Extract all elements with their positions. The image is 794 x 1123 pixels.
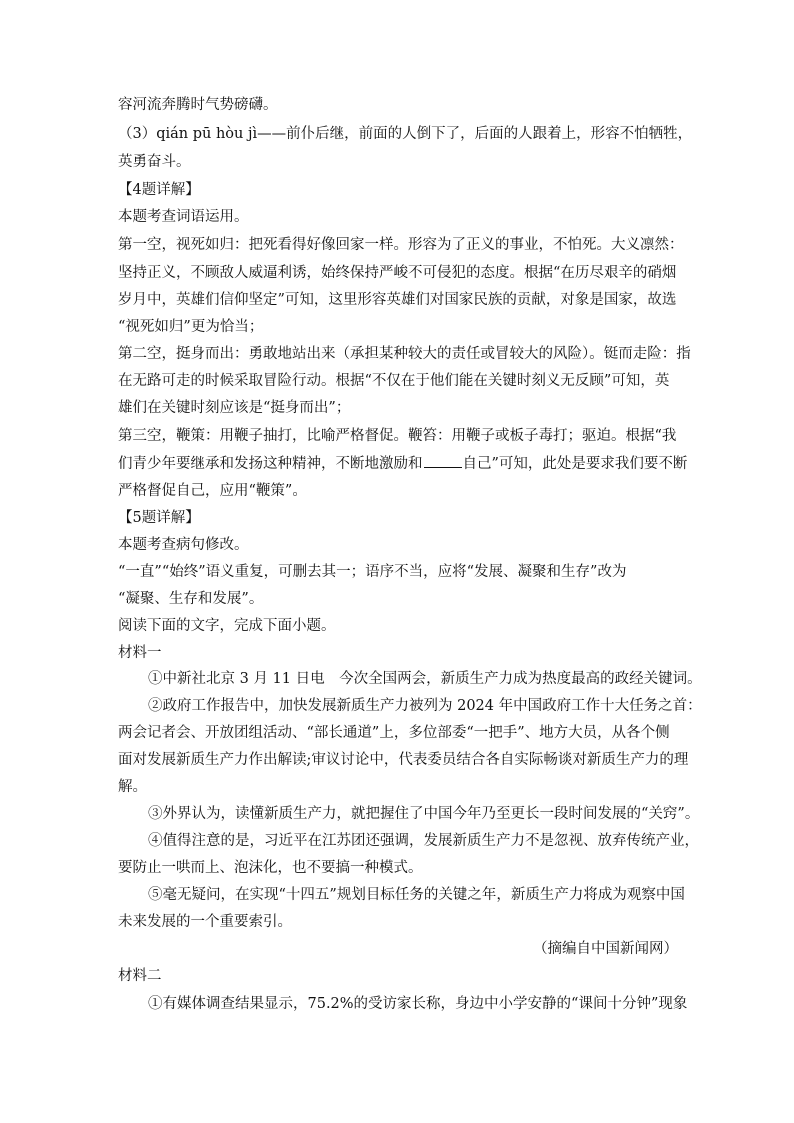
q4-blank-prefix: 们青少年要继承和发扬这种精神，不断地激励和: [118, 456, 423, 472]
q4-line: 第二空，挺身而出：勇敢地站出来（承担某种较大的责任或冒较大的风险）。铤而走险：指: [118, 346, 691, 362]
q5-line: “一直”“始终”语义重复，可删去其一；语序不当，应将“发展、凝聚和生存”改为: [118, 564, 627, 580]
material-1-source: （摘编自中国新闻网）: [533, 941, 678, 957]
answer-3-line-1: （3）qián pū hòu jì——前仆后继，前面的人倒下了，后面的人跟着上，形容不怕牺牲，: [118, 126, 693, 142]
q4-line: 坚持正义，不顾敌人威逼利诱，始终保持严峻不可侵犯的态度。根据“在历尽艰辛的硝烟: [118, 265, 677, 281]
material-1-paragraph: ④值得注意的是，习近平在江苏团还强调，发展新质生产力不是忽视、放弃传统产业，: [148, 833, 699, 849]
q4-line: 第一空，视死如归：把死看得好像回家一样。形容为了正义的事业，不怕死。大义凛然：: [118, 237, 684, 253]
material-1-line: 面对发展新质生产力作出解读;审议讨论中，代表委员结合各自实际畅谈对新质生产力的理: [118, 752, 689, 768]
q4-line: 岁月中，英雄们信仰坚定”可知，这里形容英雄们对国家民族的贡献，对象是国家，故选: [118, 292, 677, 308]
q5-line: “凝聚、生存和发展”。: [118, 591, 264, 607]
fill-blank: [424, 453, 462, 468]
material-1-line: 未来发展的一个重要索引。: [118, 914, 292, 930]
q4-line: “视死如归”更为恰当；: [118, 319, 264, 335]
material-2-paragraph: ①有媒体调查结果显示，75.2%的受访家长称，身边中小学安静的“课间十分钟”现象: [148, 996, 688, 1012]
material-1-line: 解。: [118, 779, 147, 795]
material-1-line: 要防止一哄而上、泡沫化，也不要搞一种模式。: [118, 860, 423, 876]
q4-line: 在无路可走的时候采取冒险行动。根据“不仅在于他们能在关键时刻义无反顾”可知，英: [118, 373, 670, 389]
q4-heading: 【4题详解】: [118, 182, 200, 198]
q5-intro: 本题考查病句修改。: [118, 537, 249, 553]
q4-line-with-blank: [118, 453, 687, 474]
material-1-title: 材料一: [118, 645, 162, 661]
reading-instruction: 阅读下面的文字，完成下面小题。: [118, 618, 336, 634]
q5-heading: 【5题详解】: [118, 510, 200, 526]
material-1-line: 两会记者会、开放团组活动、“部长通道”上，多位部委“一把手”、地方大员，从各个侧: [118, 725, 670, 741]
material-1-paragraph: ②政府工作报告中，加快发展新质生产力被列为 2024 年中国政府工作十大任务之首：: [148, 698, 702, 714]
q4-line: 第三空，鞭策：用鞭子抽打，比喻严格督促。鞭笞：用鞭子或板子毒打；驱迫。根据“我: [118, 428, 677, 444]
answer-3-line-2: 英勇奋斗。: [118, 154, 191, 170]
q4-last-line: 严格督促自己，应用“鞭策”。: [118, 483, 307, 499]
material-1-paragraph: ⑤毫无疑问，在实现“十四五”规划目标任务的关键之年，新质生产力将成为观察中国: [148, 887, 685, 903]
material-2-title: 材料二: [118, 968, 162, 984]
q4-intro: 本题考查词语运用。: [118, 209, 249, 225]
q4-blank-suffix: 自己”可知，此处是要求我们要不断: [462, 456, 688, 472]
material-1-paragraph: ①中新社北京 3 月 11 日电 今次全国两会，新质生产力成为热度最高的政经关键词。: [148, 671, 702, 687]
answer-3-tail: 容河流奔腾时气势磅礴。: [118, 97, 278, 113]
q4-line: 雄们在关键时刻应该是“挺身而出”；: [118, 400, 351, 416]
material-1-paragraph: ③外界认为，读懂新质生产力，就把握住了中国今年乃至更长一段时间发展的“关窍”。: [148, 806, 700, 822]
